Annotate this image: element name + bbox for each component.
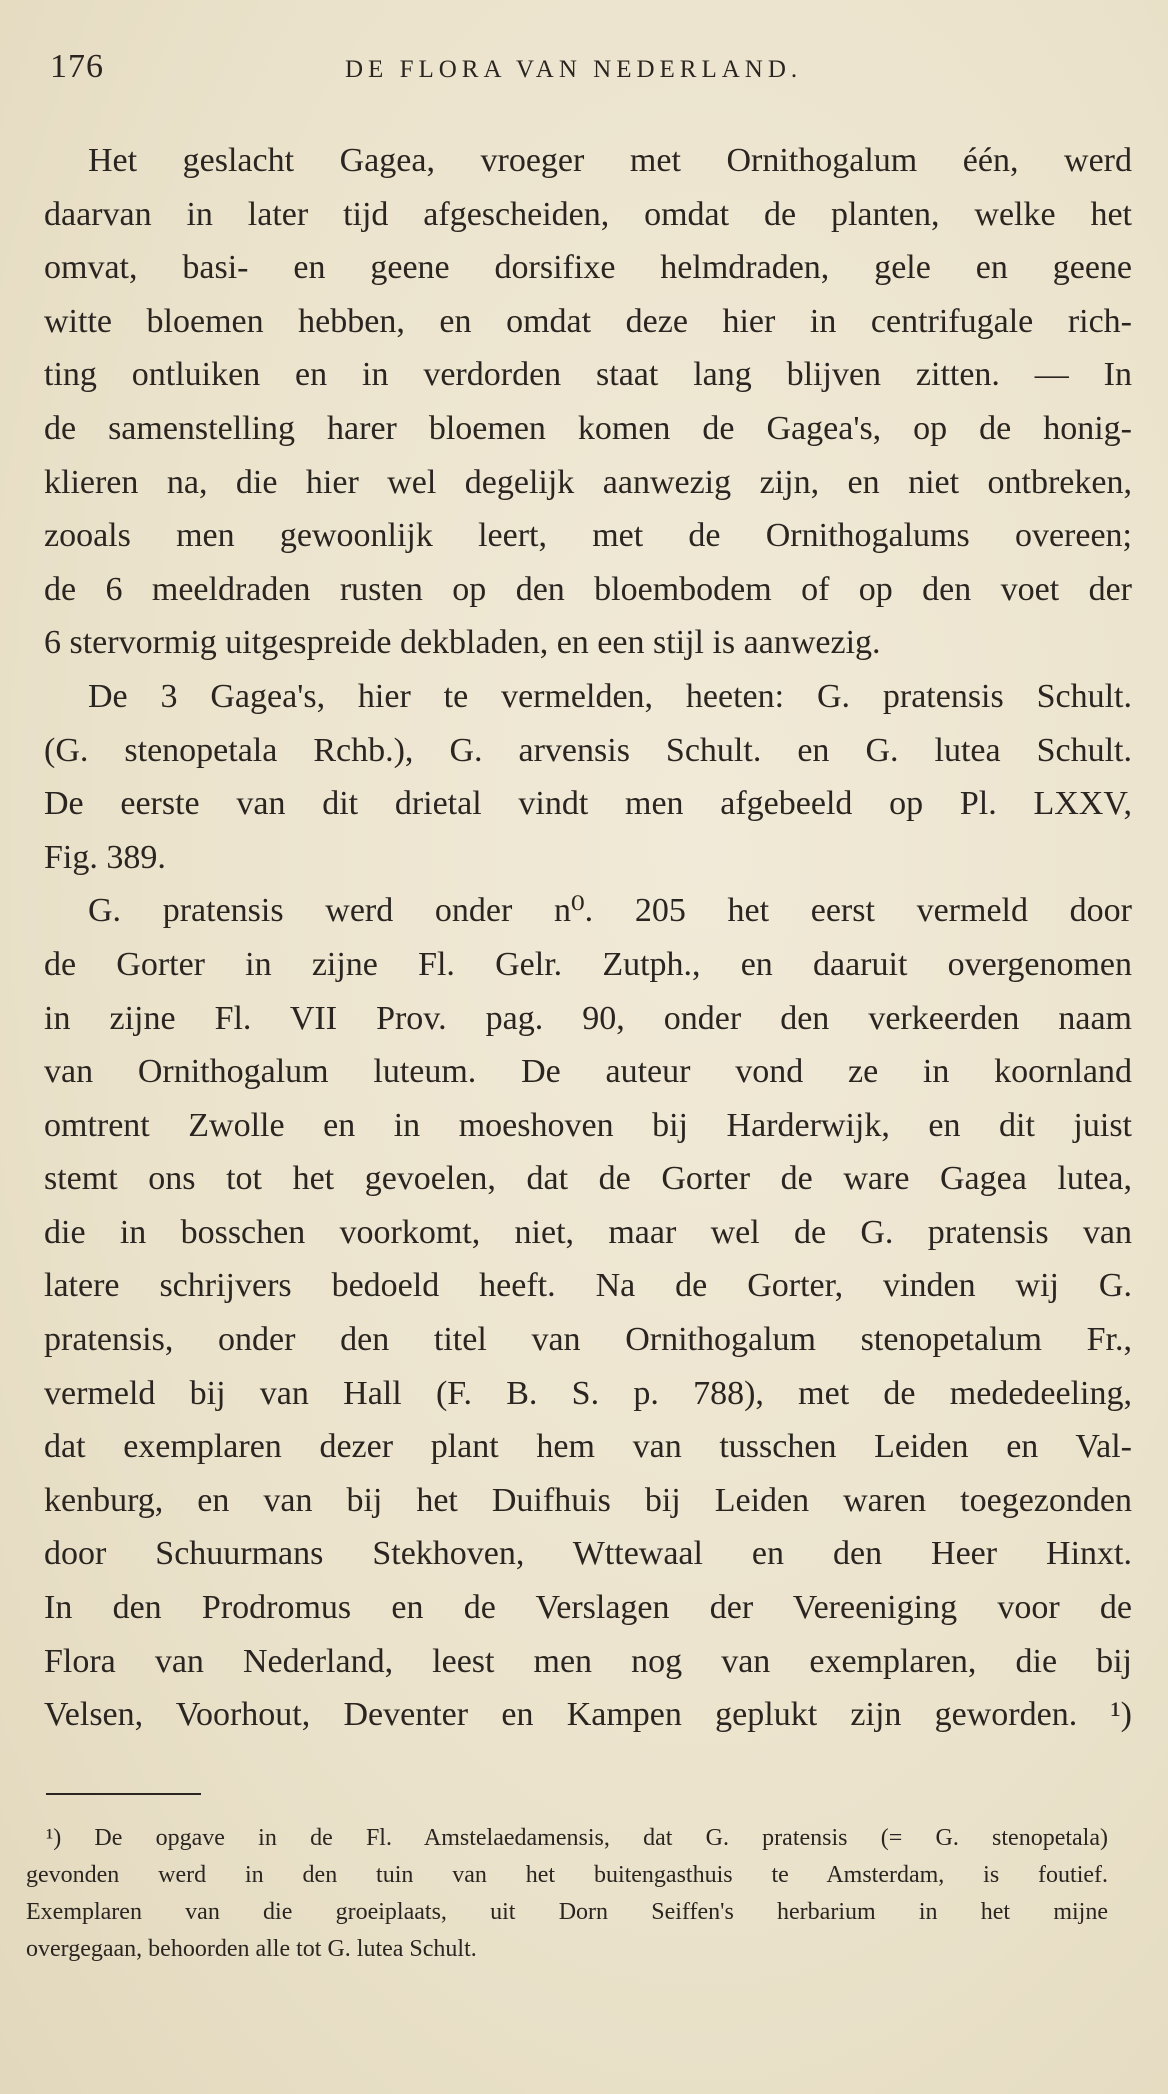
text-line: pratensis, onder den titel van Ornithogalum stenopetalum Fr.,	[44, 1321, 1132, 1359]
body-text	[44, 134, 1132, 1742]
text-line: de Gorter in zijne Fl. Gelr. Zutph., en daaruit overgenomen	[44, 945, 1132, 983]
text-line: 6 stervormig uitgespreide dekbladen, en een stijl is aanwezig.	[44, 624, 881, 662]
text-line: klieren na, die hier wel degelijk aanwezig zijn, en niet ontbreken,	[44, 463, 1132, 501]
text-line: de 6 meeldraden rusten op den bloembodem of op den voet der	[44, 570, 1132, 608]
footnote-line: gevonden werd in den tuin van het buitengasthuis te Amsterdam, is foutief.	[26, 1862, 1108, 1888]
text-line: Velsen, Voorhout, Deventer en Kampen geplukt zijn geworden. ¹)	[44, 1696, 1132, 1734]
running-head	[50, 48, 1120, 88]
footnote-line: ¹) De opgave in de Fl. Amstelaedamensis, dat G. pratensis (= G. stenopetala)	[46, 1825, 1108, 1851]
text-line: daarvan in later tijd afgescheiden, omdat de planten, welke het	[44, 195, 1132, 233]
text-line: door Schuurmans Stekhoven, Wttewaal en den Heer Hinxt.	[44, 1535, 1132, 1573]
text-line: latere schrijvers bedoeld heeft. Na de Gorter, vinden wij G.	[44, 1267, 1132, 1305]
text-line: van Ornithogalum luteum. De auteur vond ze in koornland	[44, 1053, 1132, 1091]
text-line: omvat, basi- en geene dorsifixe helmdraden, gele en geene	[44, 249, 1132, 287]
footnote-line: Exemplaren van die groeiplaats, uit Dorn Seiffen's herbarium in het mijne	[26, 1899, 1108, 1925]
text-line: Flora van Nederland, leest men nog van exemplaren, die bij	[44, 1642, 1132, 1680]
text-line: vermeld bij van Hall (F. B. S. p. 788), met de mededeeling,	[44, 1374, 1132, 1412]
footnote-line: overgegaan, behoorden alle tot G. lutea Schult.	[26, 1936, 477, 1962]
text-line: dat exemplaren dezer plant hem van tusschen Leiden en Val-	[44, 1428, 1132, 1466]
text-line: De 3 Gagea's, hier te vermelden, heeten: G. pratensis Schult.	[88, 677, 1132, 715]
text-line: omtrent Zwolle en in moeshoven bij Harderwijk, en dit juist	[44, 1106, 1132, 1144]
footnote-divider	[46, 1793, 201, 1795]
text-line: stemt ons tot het gevoelen, dat de Gorter de ware Gagea lutea,	[44, 1160, 1132, 1198]
text-line: kenburg, en van bij het Duifhuis bij Leiden waren toegezonden	[44, 1481, 1132, 1519]
text-line: ting ontluiken en in verdorden staat lang blijven zitten. — In	[44, 356, 1132, 394]
text-line: De eerste van dit drietal vindt men afgebeeld op Pl. LXXV,	[44, 785, 1132, 823]
text-line: die in bosschen voorkomt, niet, maar wel de G. pratensis van	[44, 1213, 1132, 1251]
footnotes	[26, 1820, 1108, 1968]
text-line: Het geslacht Gagea, vroeger met Ornithogalum één, werd	[88, 142, 1132, 179]
text-line: in zijne Fl. VII Prov. pag. 90, onder den verkeerden naam	[44, 999, 1132, 1037]
page-number: 176	[50, 48, 104, 85]
text-line: In den Prodromus en de Verslagen der Vereeniging voor de	[44, 1589, 1132, 1627]
text-line: zooals men gewoonlijk leert, met de Ornithogalums overeen;	[44, 517, 1132, 555]
text-line: G. pratensis werd onder n⁰. 205 het eerst vermeld door	[88, 892, 1132, 930]
text-line: witte bloemen hebben, en omdat deze hier in centrifugale rich-	[44, 302, 1132, 340]
text-line: de samenstelling harer bloemen komen de Gagea's, op de honig-	[44, 409, 1132, 447]
running-title: DE FLORA VAN NEDERLAND.	[345, 56, 803, 83]
text-line: (G. stenopetala Rchb.), G. arvensis Schult. en G. lutea Schult.	[44, 731, 1132, 769]
text-line: Fig. 389.	[44, 838, 166, 876]
